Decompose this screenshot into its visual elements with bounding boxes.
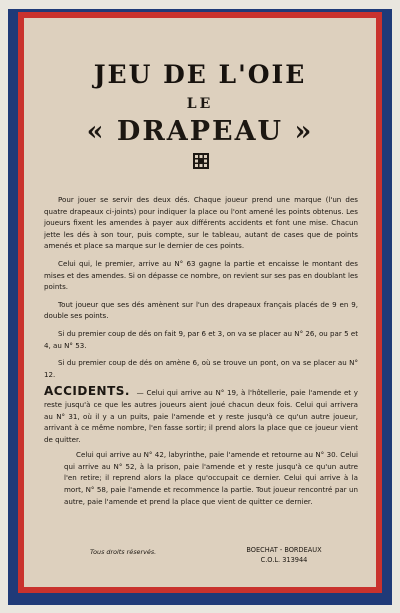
grid-emblem-icon xyxy=(193,153,209,169)
red-frame xyxy=(18,12,382,593)
rule-paragraph-1: Pour jouer se servir des deux dés. Chaque joueur prend une marque (l'un des quatre drapeaux ci-joints) pour indiquer la place ou l'ont amené les points obtenus. Les joueurs fixent les amendes à payer aux différents accidents et font une mise. Chacun jette les dés à son tour, puis compte, sur le tableau, autant de cases que de points amenés et place sa marque sur le dernier de ces points. xyxy=(44,195,358,251)
title-line-3: « DRAPEAU » xyxy=(86,116,314,147)
accidents-lead-text: — Celui qui arrive au N° 19, à l'hôtellerie, paie l'amende et y reste jusqu'à ce que les autres joueurs aient joué chacun deux fois. Celui qui arrivera au N° 31, où il y a un puits, paie l'amende et y reste jusqu'à ce qu'un autre joueur, arrivant à ce même nombre, l'en fasse sortir; il prend alors la place que ce joueur vient de quitter. xyxy=(44,388,358,444)
accidents-section xyxy=(44,386,358,507)
accidents-rest-wrapper xyxy=(44,449,358,507)
accidents-heading: ACCIDENTS. xyxy=(44,384,130,399)
poster-content xyxy=(24,18,376,587)
accidents-lead-paragraph xyxy=(44,386,358,445)
rule-paragraph-5: Si du premier coup de dés on amène 6, où se trouve un pont, on va se placer au N° 12. xyxy=(44,358,358,379)
publisher-block xyxy=(234,545,334,565)
title-line-1: JEU DE L'OIE xyxy=(93,60,307,89)
poster-sheet xyxy=(8,9,392,605)
publisher-name: BOECHAT - BORDEAUX xyxy=(246,546,322,554)
rule-paragraph-3: Tout joueur que ses dés amènent sur l'un des drapeaux français placés de 9 en 9, double ses points. xyxy=(44,299,358,321)
publisher-code: C.O.L. 313944 xyxy=(260,556,308,564)
rule-paragraph-2: Celui qui, le premier, arrive au N° 63 gagne la partie et encaisse le montant des mises et des amendes. Si on dépasse ce nombre, on revient sur ses pas en doublant les points. xyxy=(44,258,358,292)
rights-notice: Tous droits réservés. xyxy=(90,548,157,556)
title-line-2: LE xyxy=(186,96,214,112)
rules-text xyxy=(44,194,358,511)
rule-paragraph-4: Si du premier coup de dés on fait 9, par 6 et 3, on va se placer au N° 26, ou par 5 et 4, au N° 53. xyxy=(44,328,358,350)
accidents-rest-text: Celui qui arrive au N° 42, labyrinthe, paie l'amende et retourne au N° 30. Celui qui arrive au N° 52, à la prison, paie l'amende et y reste jusqu'à ce qu'un autre l'en retire; il reprend alors la place qu'occupait ce dernier. Celui qui arrive à la mort, N° 58, paie l'amende et recommence la partie. Tout joueur rencontré par un autre, paie l'amende et prend la place que vient de quitter ce dernier. xyxy=(64,450,358,506)
